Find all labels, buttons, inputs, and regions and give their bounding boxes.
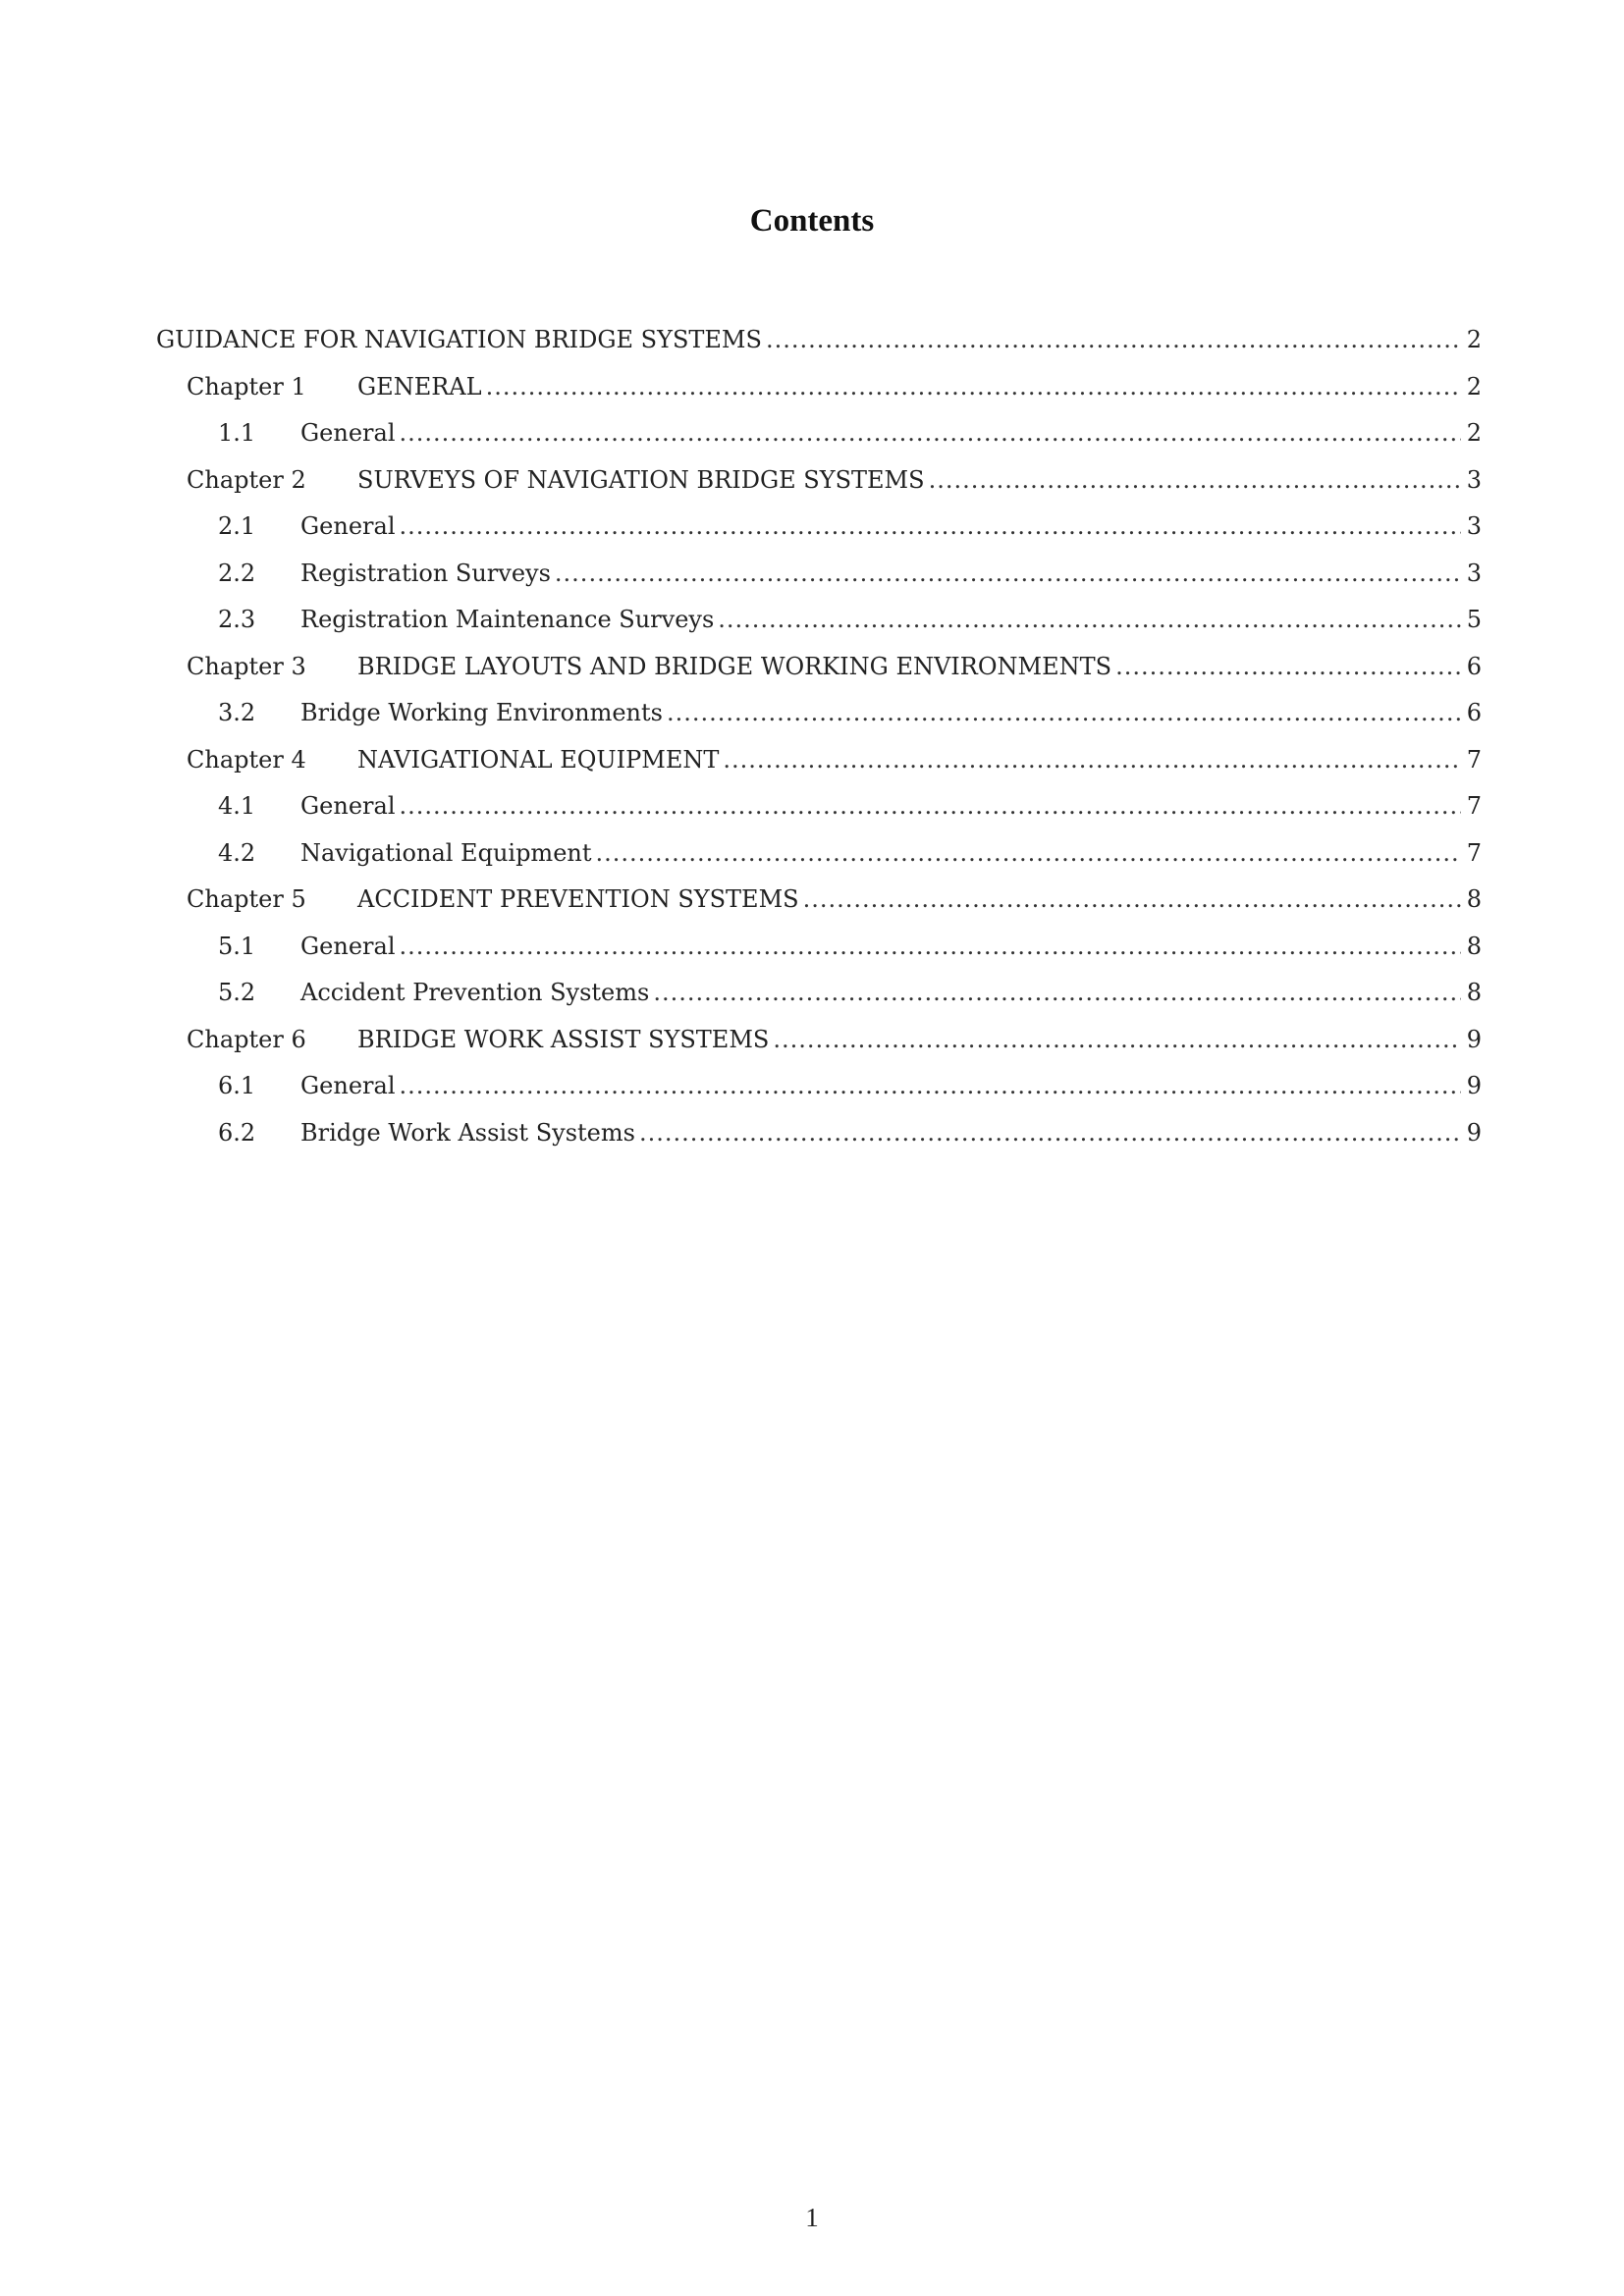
toc-dot-leader — [773, 1020, 1460, 1059]
toc-dot-leader — [803, 880, 1461, 919]
toc-page-number: 8 — [1466, 979, 1482, 1006]
toc-section-number: 1.1 — [218, 419, 256, 447]
toc-page-number: 6 — [1466, 699, 1482, 726]
toc-entry-chapter[interactable] — [156, 1020, 1482, 1067]
toc-dot-leader — [929, 460, 1461, 500]
toc-entry-label: BRIDGE WORK ASSIST SYSTEMS — [357, 1025, 770, 1053]
toc-section-number: 2.2 — [218, 559, 256, 587]
page-title: Contents — [749, 203, 875, 239]
toc-page-number: 8 — [1466, 885, 1482, 913]
toc-dot-leader — [400, 927, 1461, 966]
toc-page-number: 2 — [1466, 372, 1482, 400]
toc-section-number: 5.2 — [218, 979, 256, 1006]
toc-page-number: 3 — [1466, 559, 1482, 587]
toc-page-number: 2 — [1466, 419, 1482, 447]
toc-entry-label: General — [300, 419, 396, 447]
toc-chapter-number: Chapter 3 — [187, 652, 306, 680]
toc-dot-leader — [718, 600, 1460, 639]
page-number: 1 — [805, 2203, 819, 2232]
toc-section-number: 3.2 — [218, 699, 256, 726]
toc-section-number: 6.2 — [218, 1118, 256, 1147]
toc-entry-chapter[interactable] — [156, 740, 1482, 787]
toc-entry-chapter[interactable] — [156, 460, 1482, 507]
toc-entry-label: Accident Prevention Systems — [300, 979, 650, 1006]
toc-entry-section[interactable] — [156, 786, 1482, 833]
toc-section-number: 5.1 — [218, 932, 256, 960]
toc-page-number: 9 — [1466, 1118, 1482, 1147]
toc-dot-leader — [653, 973, 1460, 1012]
toc-page-number: 6 — [1466, 652, 1482, 680]
toc-entry-section[interactable] — [156, 554, 1482, 601]
toc-entry-section[interactable] — [156, 693, 1482, 740]
toc-entry-section[interactable] — [156, 1066, 1482, 1113]
toc-entry-label: Navigational Equipment — [300, 838, 592, 867]
toc-dot-leader — [400, 786, 1461, 826]
toc-entry-chapter[interactable] — [156, 880, 1482, 927]
toc-dot-leader — [766, 320, 1461, 359]
toc-dot-leader — [1115, 647, 1461, 686]
toc-entry-label: Registration Surveys — [300, 559, 551, 587]
toc-entry-chapter[interactable] — [156, 367, 1482, 414]
toc-entry-label: Bridge Work Assist Systems — [300, 1118, 635, 1147]
toc-section-number: 6.1 — [218, 1072, 256, 1099]
toc-section-number: 2.1 — [218, 512, 256, 540]
toc-entry-document[interactable] — [156, 320, 1482, 367]
toc-section-number: 4.2 — [218, 838, 256, 867]
toc-page-number: 5 — [1466, 606, 1482, 633]
toc-chapter-number: Chapter 4 — [187, 745, 306, 774]
toc-chapter-number: Chapter 2 — [187, 465, 306, 494]
toc-entry-chapter[interactable] — [156, 647, 1482, 694]
toc-dot-leader — [639, 1113, 1461, 1152]
toc-entry-section[interactable] — [156, 413, 1482, 460]
toc-entry-section[interactable] — [156, 1113, 1482, 1160]
toc-page-number: 9 — [1466, 1025, 1482, 1053]
toc-entry-label: General — [300, 1072, 396, 1099]
toc-dot-leader — [400, 507, 1461, 546]
toc-dot-leader — [400, 413, 1461, 453]
toc-entry-section[interactable] — [156, 973, 1482, 1020]
toc-entry-section[interactable] — [156, 507, 1482, 554]
toc-dot-leader — [723, 740, 1460, 779]
toc-entry-label: GENERAL — [357, 372, 482, 400]
toc-dot-leader — [555, 554, 1461, 593]
toc-entry-label: GUIDANCE FOR NAVIGATION BRIDGE SYSTEMS — [156, 326, 762, 353]
toc-dot-leader — [596, 833, 1461, 873]
toc-entry-label: ACCIDENT PREVENTION SYSTEMS — [357, 885, 799, 913]
toc-entry-label: General — [300, 932, 396, 960]
toc-page-number: 7 — [1466, 838, 1482, 867]
toc-entry-label: SURVEYS OF NAVIGATION BRIDGE SYSTEMS — [357, 465, 925, 494]
toc-entry-label: BRIDGE LAYOUTS AND BRIDGE WORKING ENVIRONMENTS — [357, 652, 1112, 680]
toc-page-number: 3 — [1466, 512, 1482, 540]
toc-chapter-number: Chapter 6 — [187, 1025, 306, 1053]
toc-chapter-number: Chapter 1 — [187, 372, 306, 400]
toc-page-number: 9 — [1466, 1072, 1482, 1099]
toc-entry-section[interactable] — [156, 833, 1482, 881]
toc-entry-label: General — [300, 512, 396, 540]
toc-section-number: 4.1 — [218, 792, 256, 820]
toc-entry-section[interactable] — [156, 927, 1482, 974]
toc-page-number: 3 — [1466, 465, 1482, 494]
toc-page-number: 2 — [1466, 326, 1482, 353]
toc-page-number: 8 — [1466, 932, 1482, 960]
toc-entry-label: Bridge Working Environments — [300, 699, 663, 726]
toc-entry-section[interactable] — [156, 600, 1482, 647]
toc-entry-label: NAVIGATIONAL EQUIPMENT — [357, 745, 720, 774]
toc-dot-leader — [667, 693, 1461, 732]
toc-entry-label: General — [300, 792, 396, 820]
toc-dot-leader — [400, 1066, 1461, 1105]
toc-chapter-number: Chapter 5 — [187, 885, 306, 913]
toc-dot-leader — [486, 367, 1461, 406]
toc-section-number: 2.3 — [218, 606, 256, 633]
table-of-contents — [156, 320, 1482, 1159]
toc-page-number: 7 — [1466, 792, 1482, 820]
toc-entry-label: Registration Maintenance Surveys — [300, 606, 715, 633]
toc-page-number: 7 — [1466, 745, 1482, 774]
